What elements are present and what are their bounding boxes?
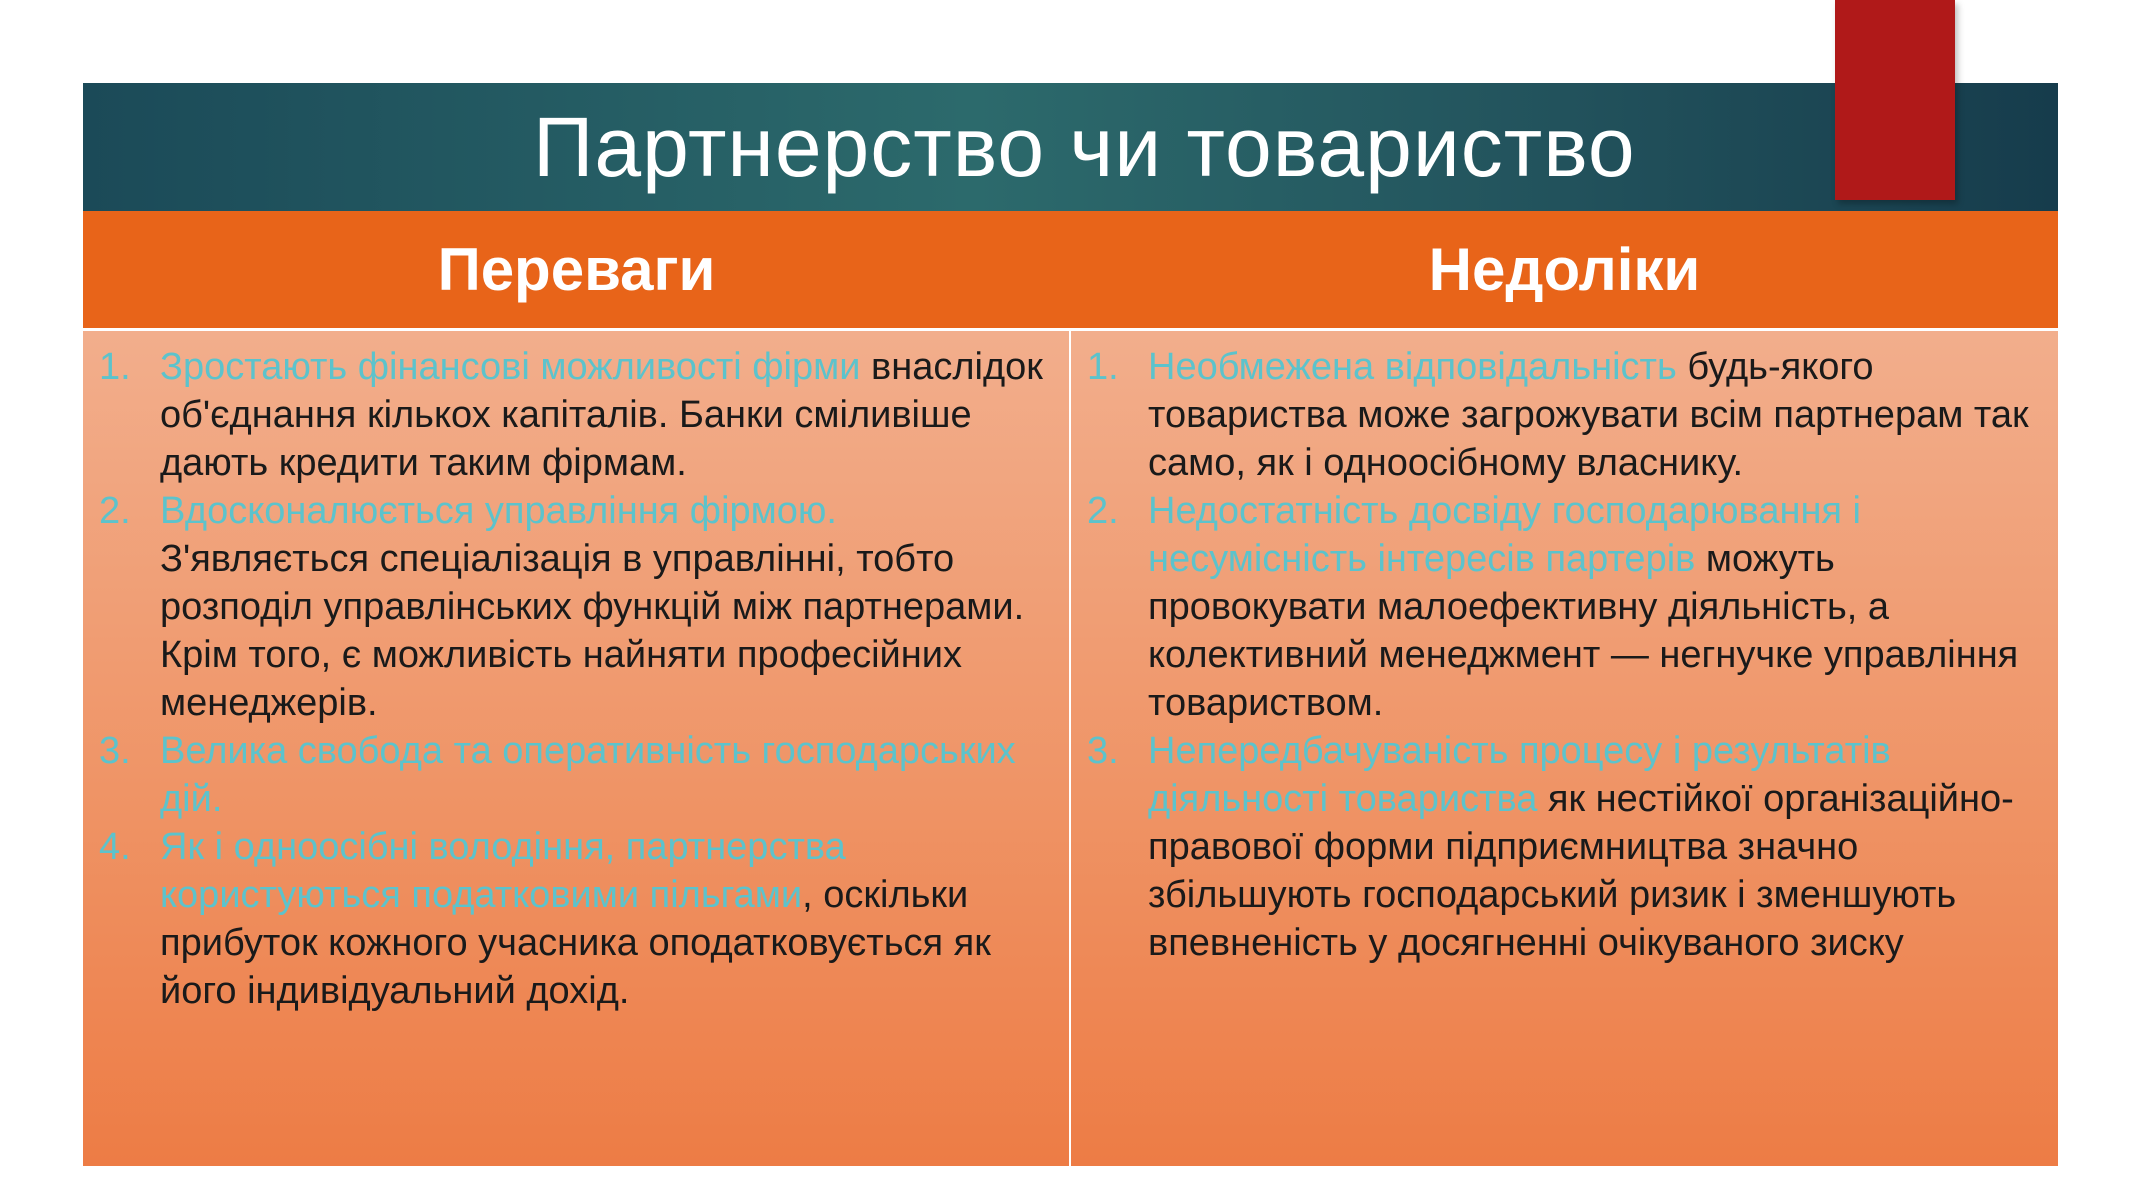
red-ribbon-decoration xyxy=(1835,0,1955,200)
item-text: , оскільки прибуток кожного учасника оподатковується як його індивідуальний дохід. xyxy=(160,874,991,1012)
disadvantage-item-1 xyxy=(1071,343,2058,487)
advantage-item-2 xyxy=(83,487,1069,727)
advantage-item-4 xyxy=(83,823,1069,1015)
advantage-item-1 xyxy=(83,343,1069,487)
item-text: будь-якого товариства може загрожувати всім партнерам так само, як і одноосібному власнику. xyxy=(1148,346,2029,484)
item-number: 2. xyxy=(1087,490,1119,532)
item-number: 1. xyxy=(1087,346,1119,388)
item-highlight: Недостатність досвіду господарювання і несумісність інтересів партерів xyxy=(1148,490,1862,580)
item-number: 2. xyxy=(99,490,131,532)
comparison-table xyxy=(83,211,2058,1166)
advantages-cell xyxy=(83,331,1069,1166)
item-highlight: Непередбачуваність процесу і результатів діяльності товариства xyxy=(1148,730,1891,820)
item-highlight: Необмежена відповідальність xyxy=(1148,346,1677,388)
header-advantages: Переваги xyxy=(437,236,716,303)
table-header-row xyxy=(83,211,2058,331)
item-text: як нестійкої організаційно-правової форми підприємництва значно збільшують господарський ризик і зменшують впевненість у досягненні очікуваного зиску xyxy=(1148,778,2014,964)
disadvantage-item-2 xyxy=(1071,487,2058,727)
slide-title: Партнерство чи товариство xyxy=(533,100,1636,194)
item-highlight: Вдосконалюється управління фірмою. xyxy=(160,490,837,532)
item-text: внаслідок об'єднання кількох капіталів. Банки сміливіше дають кредити таким фірмам. xyxy=(160,346,1043,484)
item-number: 1. xyxy=(99,346,131,388)
advantages-list xyxy=(83,343,1069,1015)
item-text: можуть провокувати малоефективну діяльність, а колективний менеджмент — негнучке управління товариством. xyxy=(1148,538,2019,724)
disadvantages-list xyxy=(1071,343,2058,967)
disadvantage-item-3 xyxy=(1071,727,2058,967)
item-text: З'являється спеціалізація в управлінні, тобто розподіл управлінських функцій між партнерами. Крім того, є можливість найняти професійних менеджерів. xyxy=(160,538,1025,724)
item-highlight: Як і одноосібні володіння, партнерства користуються податковими пільгами xyxy=(160,826,846,916)
disadvantages-cell xyxy=(1071,331,2058,1166)
advantage-item-3 xyxy=(83,727,1069,823)
item-highlight: Велика свобода та оперативність господарських дій. xyxy=(160,730,1016,820)
item-number: 4. xyxy=(99,826,131,868)
item-highlight: Зростають фінансові можливості фірми xyxy=(160,346,861,388)
item-number: 3. xyxy=(1087,730,1119,772)
title-band xyxy=(83,83,2058,211)
header-disadvantages: Недоліки xyxy=(1428,236,1701,303)
item-number: 3. xyxy=(99,730,131,772)
